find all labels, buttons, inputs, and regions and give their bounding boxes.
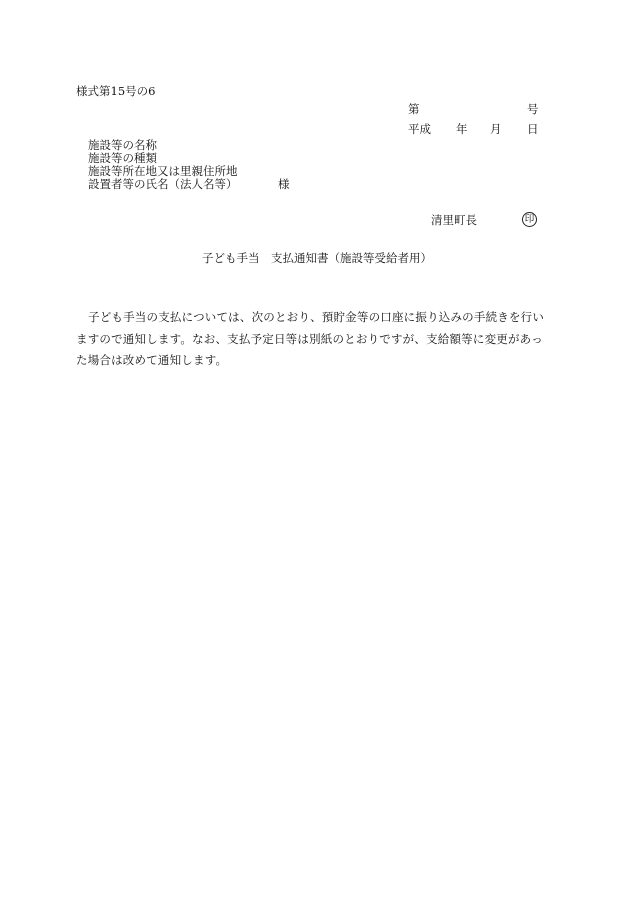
notice-body: 子ども手当の支払については、次のとおり、預貯金等の口座に振り込みの手続きを行いますので通知します。なお、支払予定日等は別紙のとおりですが、支給額等に変更があった場合は改めて通知します。	[76, 310, 545, 367]
doc-number-suffix: 号	[527, 102, 539, 116]
issuer-title: 清里町長	[431, 213, 477, 227]
document-title: 子ども手当 支払通知書（施設等受給者用）	[202, 251, 432, 265]
date-day: 日	[527, 122, 539, 136]
honorific: 様	[278, 177, 290, 191]
date-month: 月	[490, 122, 502, 136]
recipient-facility-address: 施設等所在地又は里親住所地	[88, 164, 238, 178]
date-year: 年	[456, 122, 468, 136]
recipient-founder-name: 設置者等の氏名（法人名等）	[88, 177, 238, 191]
recipient-facility-name: 施設等の名称	[88, 138, 157, 152]
date-era: 平成	[408, 122, 431, 136]
doc-number-prefix: 第	[408, 102, 420, 116]
form-number: 様式第15号の6	[76, 84, 156, 98]
recipient-facility-type: 施設等の種類	[88, 151, 157, 165]
seal-stamp: 印	[522, 212, 537, 227]
